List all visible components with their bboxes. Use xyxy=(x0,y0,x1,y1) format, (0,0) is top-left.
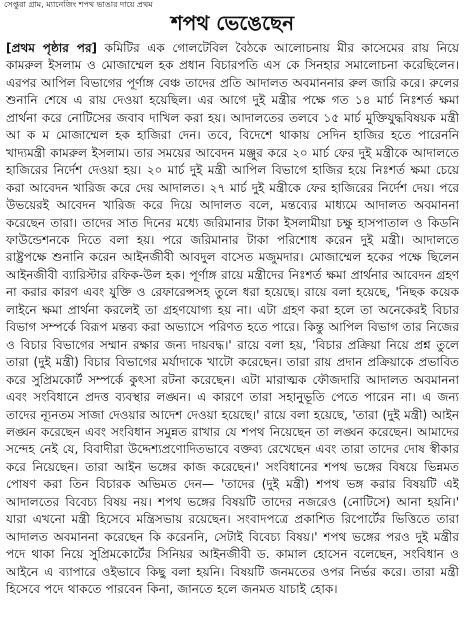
article-text: কমিটির এক গোলটেবিল বৈঠকে আলোচনায় মীর কাসেমের রায় নিয়ে কামরুল ইসলাম ও মোজাম্মেল হক প্রধান বিচারপতি এস কে সিনহার সমালোচনা করেছিলেন। এরপর আপিল বিভাগের পূর্ণাঙ্গ বেঞ্চ তাদের প্রতি আদালত অবমাননার রুল জারি করে। রুলের শুনানি শেষে এ রায় দেওয়া হয়েছিল। এর আগে দুই মন্ত্রীর পক্ষে গত ১৪ মার্চ নিঃশর্ত ক্ষমা প্রার্থনা করে নোটিসের জবাব দাখিল করা হয়। আদালতের তলবে ১৫ মার্চ মুক্তিযুদ্ধবিষয়ক মন্ত্রী আ ক ম মোজাম্মেল হক হাজিরা দেন। তবে, বিদেশে থাকায় সেদিন হাজির হতে পারেননি খাদ্যমন্ত্রী কামরুল ইসলাম। তার সময়ের আবেদন মঞ্জুর করে ২০ মার্চ ফের দুই মন্ত্রীকে আদালতে হাজিরের নির্দেশ দেওয়া হয়। ২০ মার্চ দুই মন্ত্রী আপিল বিভাগে হাজির হয়ে নিঃশর্ত ক্ষমা চেয়ে করা আবেদন খারিজ করে দেয় আদালত। ২৭ মার্চ দুই মন্ত্রীকে ফের হাজিরের নির্দেশ দেয়। পরে উভয়েরই আবেদন খারিজ করে দিয়ে আদালত বলে, মন্তব্যের মাধ্যমে আদালত অবমাননা করেছেন তারা। তাদের সাত দিনের মধ্যে জরিমানার টাকা ইসলামীয়া চক্ষু হাসপাতাল ও কিডনি ফাউন্ডেশনকে দিতে বলা হয়। পরে জরিমানার টাকা পরিশোধ করেন দুই মন্ত্রী। আদালতে রাষ্ট্রপক্ষে শুনানি করেন আইনজীবী আবদুল বাসেত মজুমদার। মোজাম্মেল হকের পক্ষে ছিলেন আইনজীবী ব্যারিস্টার রফিক-উল হক। পূর্ণাঙ্গ রায়ে মন্ত্রীদের নিঃশর্ত ক্ষমা প্রার্থনার আবেদন গ্রহণ না করার কারণ এবং যুক্তি ও রেফারেন্সসহ তুলে ধরা হয়েছে। রায়ে বলা হয়েছে, 'নিছক কয়েক লাইনে ক্ষমা প্রার্থনা করলেই তা গ্রহণযোগ্য হয় না। এটা গ্রহণ করা হলে তা অনেকেরই বিচার বিভাগ সম্পর্কে বিরূপ মন্তব্য করা অভ্যাসে পরিণত হতে পারে। কিন্তু আপিল বিভাগ তার নিজের ও বিচার বিভাগের সম্মান রক্ষার জন্য দায়বদ্ধ।' রায়ে বলা হয়, 'বিচার প্রক্রিয়া নিয়ে প্রশ্ন তুলে তারা (দুই মন্ত্রী) বিচার বিভাগের মর্যাদাকে খাটো করেছেন। তারা রায় প্রদান প্রক্রিয়াকে প্রভাবিত করে সুপ্রিমকোর্ট সম্পর্কে কুৎসা রটনা করেছেন। এটা মারাত্মক ফৌজদারি আদালত অবমাননা এবং সংবিধানে প্রদত্ত ব্যবস্থার লঙ্ঘন। এ কারণে তারা সহানুভূতি পেতে পারেন না। এ জন্য তাদের ন্যূনতম সাজা দেওয়ার আদেশ দেওয়া হয়েছে।' রায়ে বলা হয়েছে, 'তারা (দুই মন্ত্রী) আইন লঙ্ঘন করেছেন এবং সংবিধান সমুন্নত রাখার যে শপথ নিয়েছেন তা লঙ্ঘন করেছেন। আমাদের সন্দেহ নেই যে, বিবাদীরা উদ্দেশ্যপ্রণোদিতভাবে বক্তব্য রেখেছেন এবং তারা তাদের দোষ স্বীকার করে নিয়েছেন। তারা আইন ভঙ্গের কাজ করেছেন।' সংবিধানের শপথ ভঙ্গের বিষয়ে ভিন্নমত পোষণ করা তিন বিচারক অভিমত দেন— 'তাদের (দুই মন্ত্রী) শপথ ভঙ্গ করার বিষয়টি এই আদালতের বিবেচ্য বিষয় নয়। শপথ ভঙ্গের বিষয়টি তাদের নজরেও (নোটিসে) আনা হয়নি।' যারা এখনো মন্ত্রী হিসেবে মন্ত্রিসভায় রয়েছেন। সংবাদপত্রে প্রকাশিত রিপোর্টের ভিত্তিতে তারা আদালত অবমাননা করেছেন কি করেননি, সেটাই বিবেচ্য বিষয়।' শপথ ভঙ্গের পরও দুই মন্ত্রীর পদে থাকা নিয়ে সুপ্রিমকোর্টের সিনিয়র আইনজীবী ড. কামাল হোসেন বলেছেন, সংবিধান ও আইনে এ ব্যাপারে ওইভাবে কিছু বলা হয়নি। বিষয়টি জনমতের ওপর নির্ভর করে। তারা মন্ত্রী হিসেবে পদে থাকতে পারবেন কিনা, জানতে হলে জনমত যাচাই হোক। xyxy=(6,41,459,597)
article-body xyxy=(6,40,459,630)
continuation-label: [ প্রথম পৃষ্ঠার পর ] xyxy=(6,41,97,55)
previous-article-strip: সেপ্তুরা গ্রাম, ম্যানেজিং শপথ ভাঙার দায়ে প্রথম xyxy=(4,0,153,9)
headline: শপথ ভেঙেছেন xyxy=(170,11,295,35)
